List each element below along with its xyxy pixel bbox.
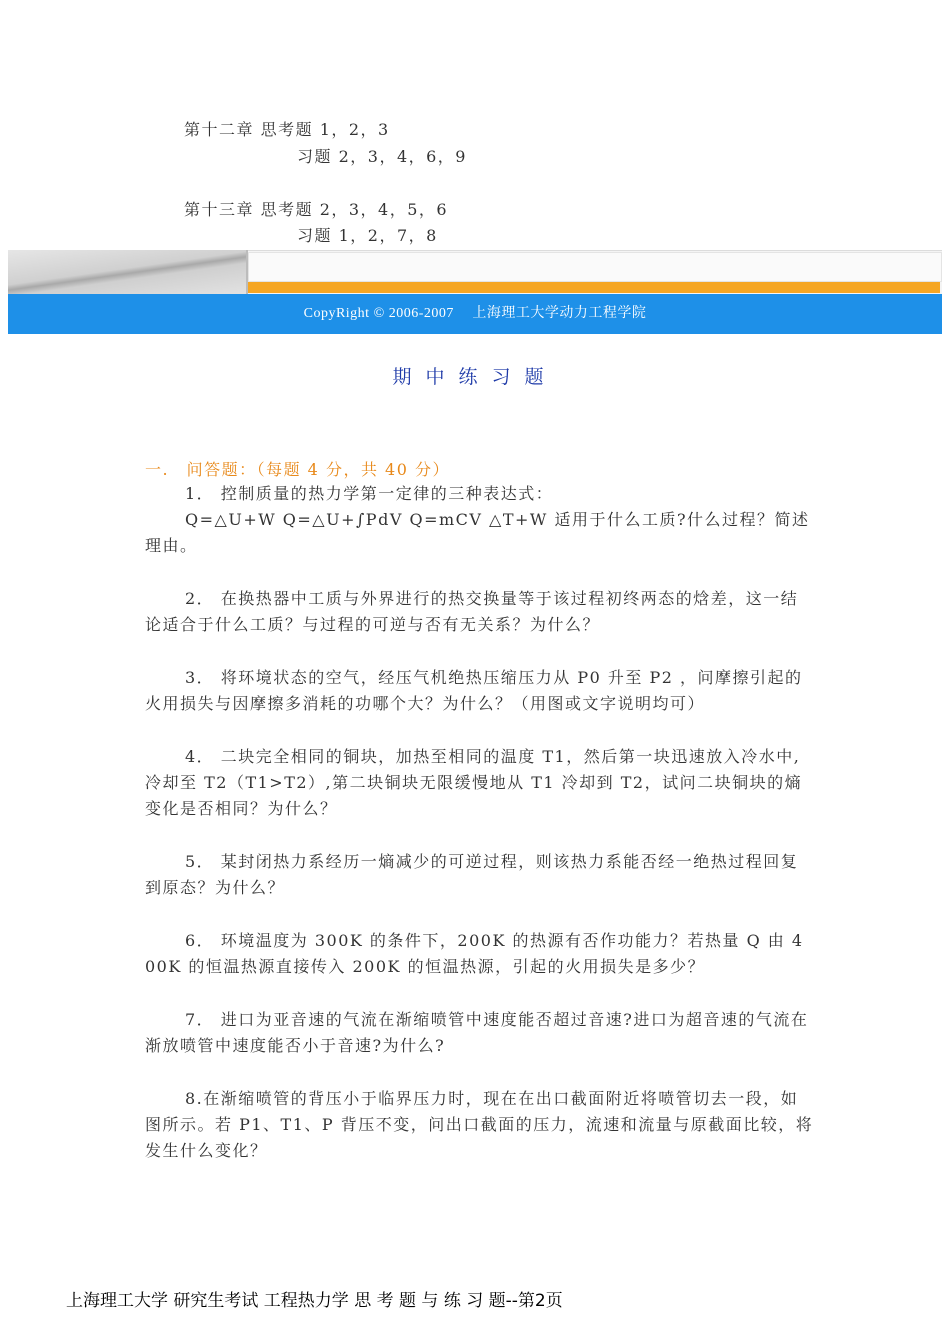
chapter-12-label: 第十二章 xyxy=(184,120,255,139)
chapter-12-exercise: 习题 2，3，4，6，9 xyxy=(297,147,467,166)
question-2: 2． 在换热器中工质与外界进行的热交换量等于该过程初终两态的焓差，这一结论适合于什么工质？与过程的可逆与否有无关系？为什么？ xyxy=(145,589,799,634)
question-6: 6． 环境温度为 300K 的条件下，200K 的热源有否作功能力？若热量 Q 由 400K 的恒温热源直接传入 200K 的恒温热源，引起的火用损失是多少？ xyxy=(145,931,804,976)
question-3: 3． 将环境状态的空气，经压气机绝热压缩压力从 P0 升至 P2 ，问摩擦引起的火用损失与因摩擦多消耗的功哪个大？为什么？（用图或文字说明均可） xyxy=(145,668,803,713)
chapter-13-row xyxy=(184,197,448,220)
chapter-13-exercise: 习题 1，2，7，8 xyxy=(297,226,438,245)
question-1-intro: 1． 控制质量的热力学第一定律的三种表达式： xyxy=(185,484,554,503)
question-4: 4． 二块完全相同的铜块，加热至相同的温度 T1，然后第一块迅速放入冷水中,冷却至 T2（T1>T2）,第二块铜块无限缓慢地从 T1 冷却到 T2，试问二块铜块的熵变化是否相同？为什么？ xyxy=(145,747,803,818)
banner-panel xyxy=(248,252,942,282)
copyright-text: CopyRight © 2006-2007 上海理工大学动力工程学院 xyxy=(303,306,647,321)
section-heading: 一. 问答题：（每题 4 分，共 40 分） xyxy=(145,460,450,479)
question-7: 7． 进口为亚音速的气流在渐缩喷管中速度能否超过音速?进口为超音速的气流在渐放喷管中速度能否小于音速?为什么? xyxy=(145,1010,809,1055)
chapter-12-think: 思考题 1，2，3 xyxy=(260,120,390,139)
chapter-12-row xyxy=(184,117,390,140)
question-1-formula: Q=△U+W Q=△U+∫PdV Q=mCV △T+W 适用于什么工质?什么过程？简述理由。 xyxy=(145,510,810,555)
banner-graphic xyxy=(8,250,248,294)
question-5: 5． 某封闭热力系经历一熵减少的可逆过程，则该热力系能否经一绝热过程回复到原态？为什么？ xyxy=(145,852,799,897)
banner-orange-stripe xyxy=(248,282,940,293)
chapter-13-label: 第十三章 xyxy=(184,200,255,219)
page-title: 期中练习题 xyxy=(392,366,558,388)
chapter-13-think: 思考题 2，3，4，5，6 xyxy=(260,200,449,219)
question-8: 8.在渐缩喷管的背压小于临界压力时，现在在出口截面附近将喷管切去一段，如图所示。若 P1、T1、P 背压不变，问出口截面的压力，流速和流量与原截面比较，将发生什么变化？ xyxy=(145,1089,814,1160)
page-footer: 上海理工大学 研究生考试 工程热力学 思 考 题 与 练 习 题--第2页 xyxy=(66,1291,563,1311)
